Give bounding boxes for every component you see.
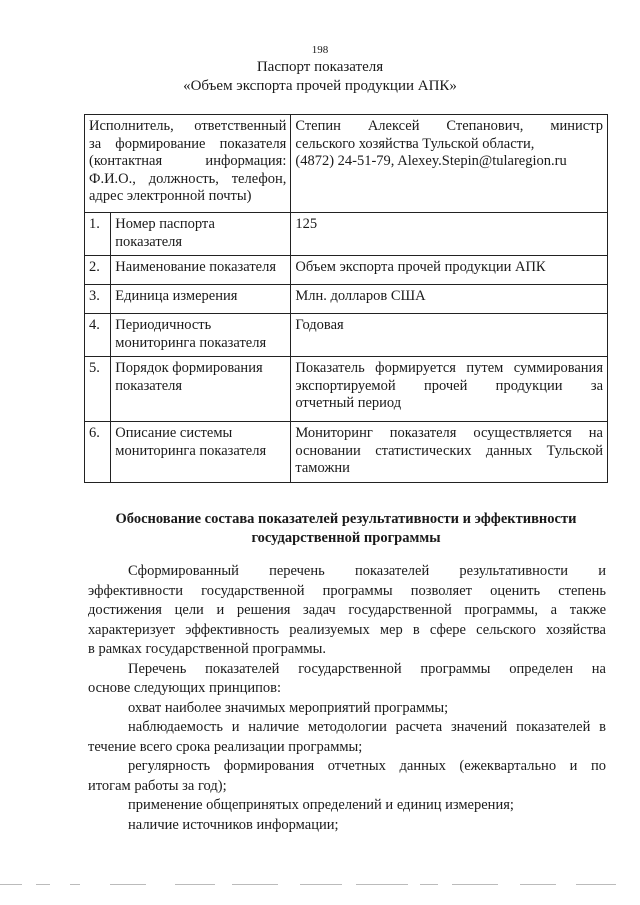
table-row-monitoring-description	[85, 422, 608, 483]
body-text-line: Сформированный перечень показателей результативности и	[128, 563, 606, 579]
body-text-line: охват наиболее значимых мероприятий программы;	[128, 699, 449, 716]
body-paragraphs	[88, 562, 606, 835]
row-number: 4.	[85, 314, 111, 357]
section-heading-line-1: Обоснование состава показателей результативности и эффективности	[115, 511, 577, 527]
body-text-line: основе следующих принципов:	[88, 680, 281, 696]
executive-value-cell	[291, 115, 608, 213]
body-text-line: Перечень показателей государственной программы определен на	[128, 660, 606, 677]
row-value	[291, 357, 608, 422]
row-label-line: мониторинга показателя	[115, 442, 267, 459]
body-text-line: применение общепринятых определений и единиц измерения;	[128, 797, 514, 813]
body-text-line: в рамках государственной программы.	[88, 641, 327, 657]
row-number: 1.	[85, 213, 111, 256]
row-number: 6.	[85, 422, 111, 483]
executive-value-line: сельского хозяйства Тульской области,	[295, 135, 535, 152]
row-value	[291, 256, 608, 285]
body-text-line: наличие источников информации;	[128, 816, 339, 833]
row-value-line: Годовая	[295, 317, 344, 333]
row-value	[291, 314, 608, 357]
document-title	[0, 58, 640, 96]
row-value-line: 125	[295, 216, 318, 232]
row-value-line: Млн. долларов США	[295, 288, 426, 304]
body-text-line: эффективности государственной программы позволяет оценить степень	[88, 582, 606, 599]
title-line-2: «Объем экспорта прочей продукции АПК»	[183, 78, 457, 94]
indicator-passport-table	[84, 114, 608, 483]
row-value	[291, 285, 608, 314]
row-label	[111, 357, 291, 422]
row-label-line: Единица измерения	[115, 288, 238, 304]
row-value-line: Показатель формируется путем суммирования	[295, 360, 603, 376]
executive-label-line: Ф.И.О., должность, телефон,	[89, 170, 287, 187]
row-number: 3.	[85, 285, 111, 314]
row-value-line: экспортируемой прочей продукции за	[295, 377, 603, 394]
row-value-line: отчетный период	[295, 395, 402, 411]
table-row-indicator-name	[85, 256, 608, 285]
row-label-line: показателя	[115, 377, 183, 394]
section-heading-line-2: государственной программы	[251, 530, 441, 546]
row-label-line: Порядок формирования	[115, 360, 263, 376]
row-label	[111, 422, 291, 483]
executive-label-line: адрес электронной почты)	[89, 188, 252, 204]
table-row-formation-procedure	[85, 357, 608, 422]
executive-label-line: за формирование показателя	[89, 135, 287, 152]
body-text-line: течение всего срока реализации программы;	[88, 738, 363, 755]
body-text-line: характеризует эффективность реализуемых мер в сфере сельского хозяйства	[88, 621, 606, 638]
row-value-line: Объем экспорта прочей продукции АПК	[295, 259, 546, 275]
row-value-line: Мониторинг показателя осуществляется на	[295, 425, 603, 441]
table-row-passport-number	[85, 213, 608, 256]
row-value	[291, 213, 608, 256]
executive-label-line: Исполнитель, ответственный	[89, 118, 287, 134]
row-label-line: мониторинга показателя	[115, 334, 267, 351]
executive-value-line: (4872) 24-51-79, Alexey.Stepin@tularegion.ru	[295, 153, 567, 169]
section-heading	[84, 510, 608, 548]
body-text-line: итогам работы за год);	[88, 777, 227, 794]
body-text-line: наблюдаемость и наличие методологии расчета значений показателей в	[128, 719, 606, 735]
row-label	[111, 285, 291, 314]
row-value	[291, 422, 608, 483]
page-number: 198	[311, 44, 329, 56]
row-label	[111, 256, 291, 285]
scan-artifact-line	[0, 884, 640, 887]
row-value-line: основании статистических данных Тульской	[295, 442, 603, 459]
row-label-line: Наименование показателя	[115, 259, 276, 275]
table-row-executive	[85, 115, 608, 213]
row-label	[111, 314, 291, 357]
row-label	[111, 213, 291, 256]
table-row-periodicity	[85, 314, 608, 357]
body-text-line: регулярность формирования отчетных данных (ежеквартально и по	[128, 758, 606, 774]
row-number: 5.	[85, 357, 111, 422]
executive-label-line: (контактная информация:	[89, 153, 287, 169]
executive-label-cell	[85, 115, 291, 213]
executive-value-line: Степин Алексей Степанович, министр	[295, 118, 603, 134]
table-row-unit	[85, 285, 608, 314]
title-line-1: Паспорт показателя	[256, 59, 384, 75]
row-label-line: показателя	[115, 233, 183, 250]
row-value-line: таможни	[295, 460, 350, 476]
row-label-line: Описание системы	[115, 425, 233, 441]
body-text-line: достижения цели и решения задач государственной программы, а также	[88, 602, 606, 618]
row-label-line: Номер паспорта	[115, 216, 215, 232]
row-label-line: Периодичность	[115, 317, 212, 333]
row-number: 2.	[85, 256, 111, 285]
